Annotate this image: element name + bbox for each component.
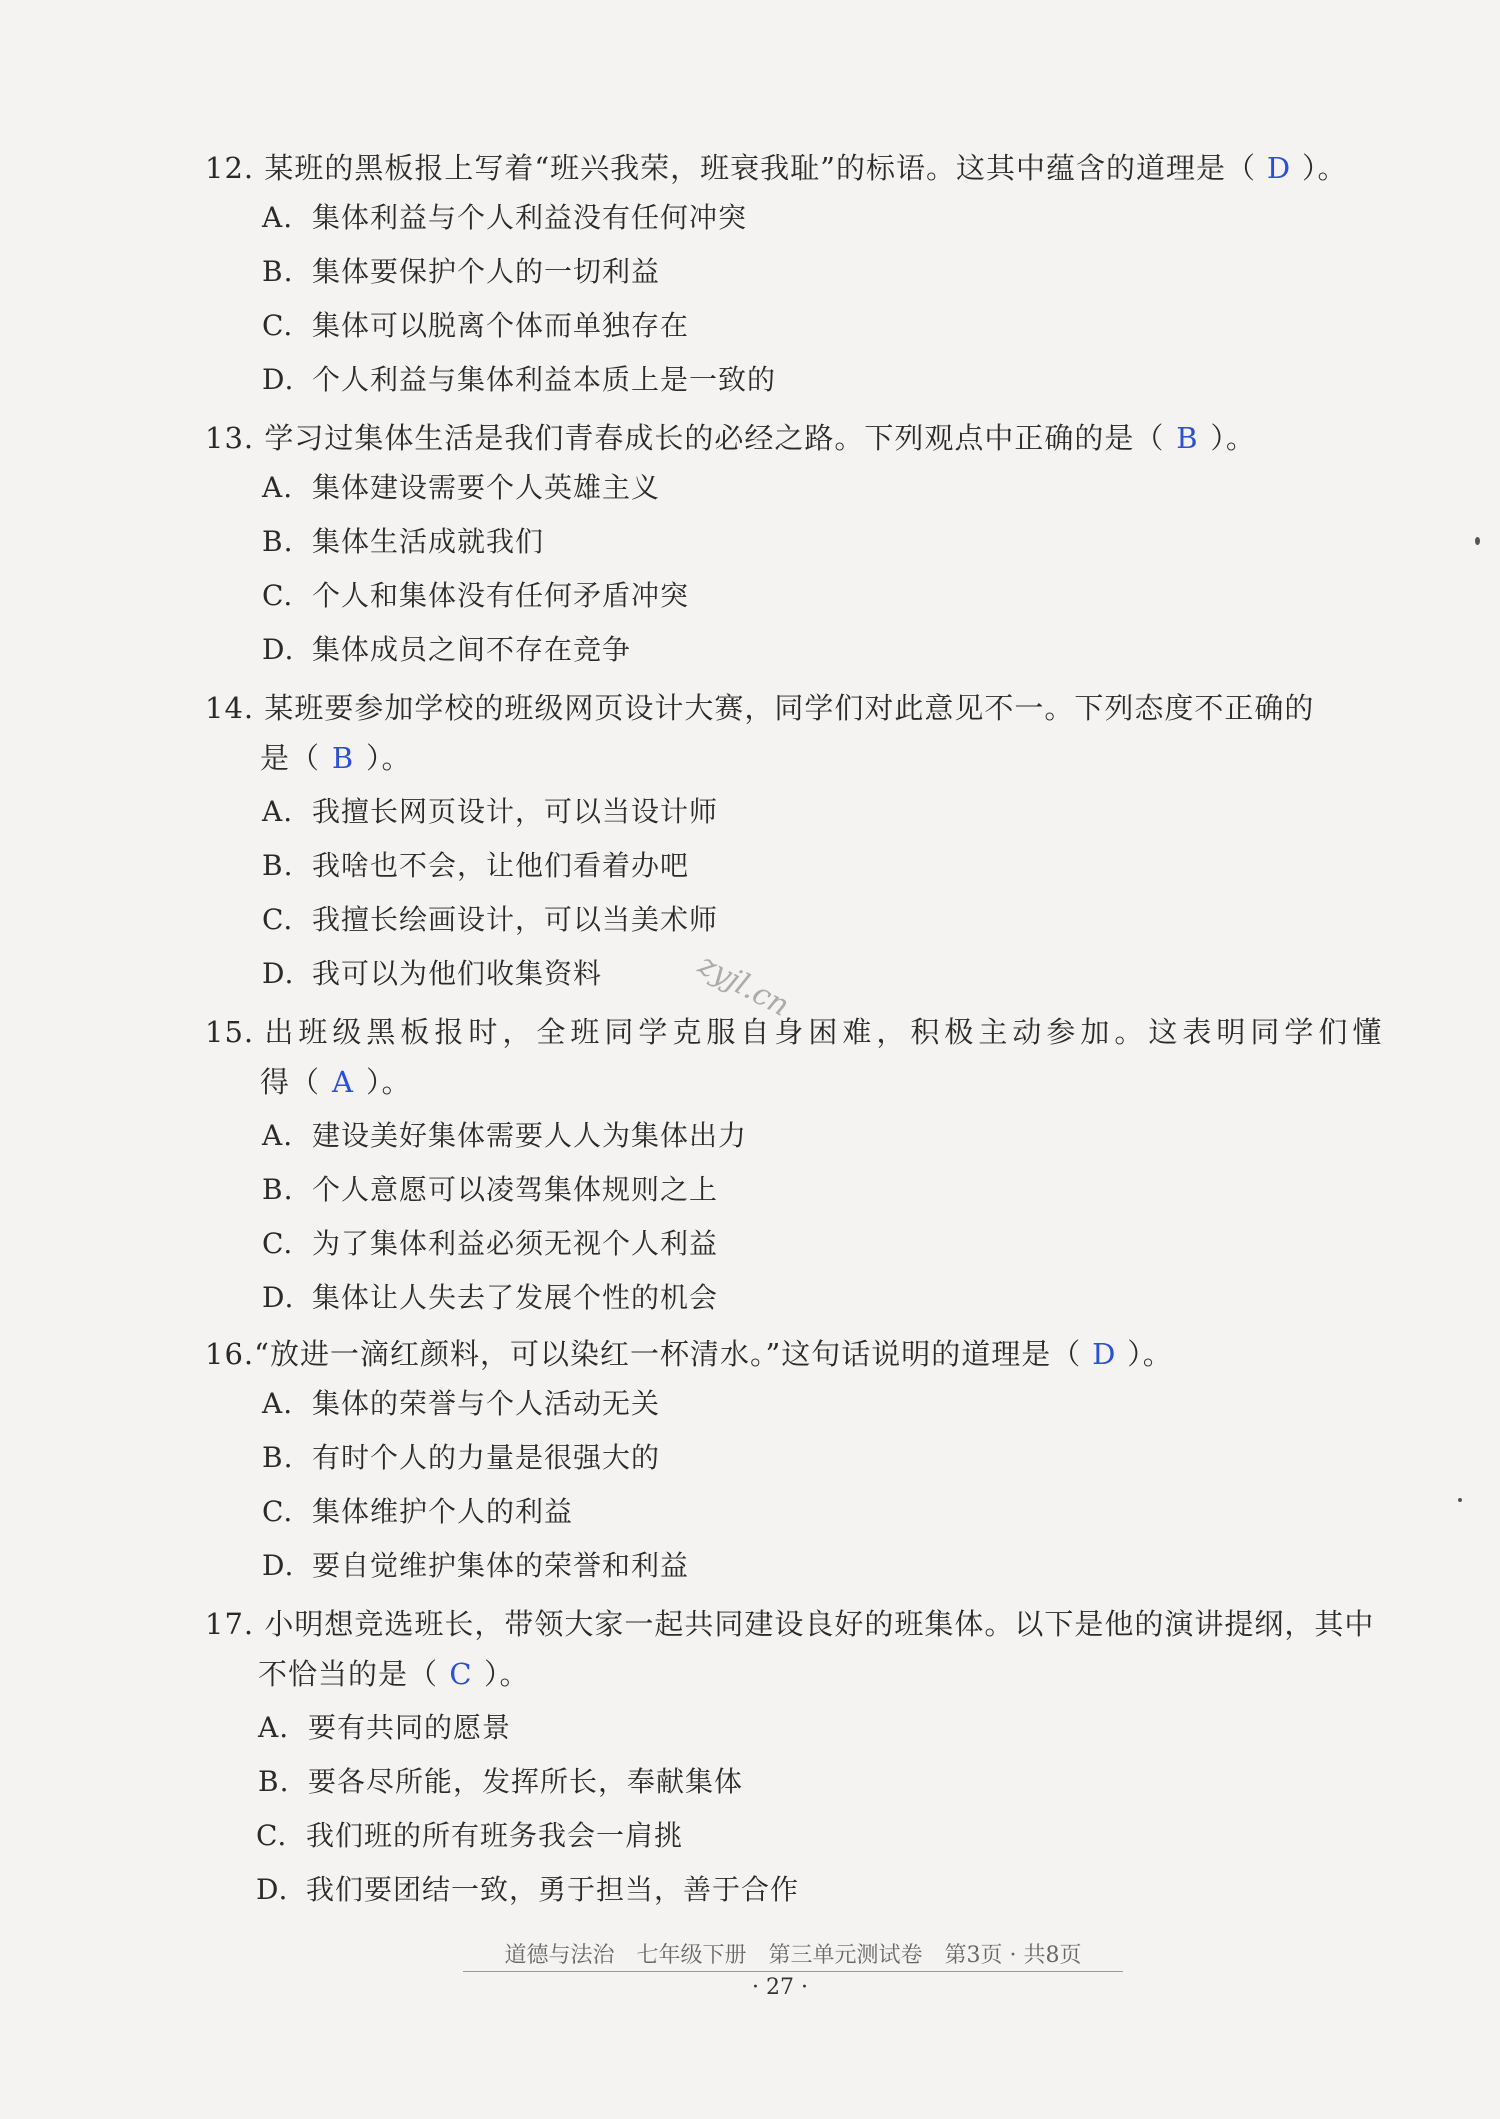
answer-13: B xyxy=(1176,421,1199,455)
option-13-a: A. 集体建设需要个人英雄主义 xyxy=(262,471,661,504)
answer-16: D xyxy=(1092,1337,1117,1371)
question-13-stem: 13. 学习过集体生活是我们青春成长的必经之路。下列观点中正确的是（ B ）。 xyxy=(205,421,1256,455)
option-13-d: D. 集体成员之间不存在竞争 xyxy=(262,633,632,666)
option-17-a: A. 要有共同的愿景 xyxy=(258,1711,512,1744)
question-12-stem: 12. 某班的黑板报上写着“班兴我荣，班衰我耻”的标语。这其中蕴含的道理是（ D ）。 xyxy=(205,151,1348,185)
option-15-d: D. 集体让人失去了发展个性的机会 xyxy=(262,1281,719,1314)
option-15-b: B. 个人意愿可以凌驾集体规则之上 xyxy=(262,1173,719,1206)
option-14-d: D. 我可以为他们收集资料 xyxy=(262,957,603,990)
option-13-b: B. 集体生活成就我们 xyxy=(262,525,545,558)
question-16-stem: 16.“放进一滴红颜料，可以染红一杯清水。”这句话说明的道理是（ D ）。 xyxy=(205,1337,1173,1371)
option-13-c: C. 个人和集体没有任何矛盾冲突 xyxy=(262,579,690,612)
option-14-a: A. 我擅长网页设计，可以当设计师 xyxy=(262,795,719,828)
option-17-b: B. 要各尽所能，发挥所长，奉献集体 xyxy=(258,1765,744,1798)
question-17-stem-line2: 不恰当的是（ C ）。 xyxy=(258,1657,530,1691)
option-15-a: A. 建设美好集体需要人人为集体出力 xyxy=(262,1119,748,1152)
scan-speck xyxy=(1458,1498,1462,1502)
option-17-c: C. 我们班的所有班务我会一肩挑 xyxy=(256,1819,684,1852)
answer-12: D xyxy=(1266,151,1292,185)
option-14-c: C. 我擅长绘画设计，可以当美术师 xyxy=(262,903,719,936)
question-17-stem: 17. 小明想竞选班长，带领大家一起共同建设良好的班集体。以下是他的演讲提纲，其中 xyxy=(205,1607,1375,1641)
option-12-d: D. 个人利益与集体利益本质上是一致的 xyxy=(262,363,777,396)
answer-15: A xyxy=(332,1065,354,1099)
option-12-b: B. 集体要保护个人的一切利益 xyxy=(262,255,661,288)
option-17-d: D. 我们要团结一致，勇于担当，善于合作 xyxy=(256,1873,800,1906)
watermark: zyjl.cn xyxy=(692,947,795,1024)
question-15-stem-line2: 得（ A ）。 xyxy=(260,1065,412,1099)
page-footer: 道德与法治 七年级下册 第三单元测试卷 第3页 · 共8页 xyxy=(463,1938,1123,1972)
question-14-stem-line2: 是（ B ）。 xyxy=(260,741,412,775)
option-12-c: C. 集体可以脱离个体而单独存在 xyxy=(262,309,690,342)
answer-17: C xyxy=(449,1657,473,1691)
scan-speck xyxy=(1475,537,1480,545)
option-16-d: D. 要自觉维护集体的荣誉和利益 xyxy=(262,1549,690,1582)
option-15-c: C. 为了集体利益必须无视个人利益 xyxy=(262,1227,719,1260)
question-14-stem: 14. 某班要参加学校的班级网页设计大赛，同学们对此意见不一。下列态度不正确的 xyxy=(205,691,1315,725)
option-12-a: A. 集体利益与个人利益没有任何冲突 xyxy=(262,201,748,234)
option-16-c: C. 集体维护个人的利益 xyxy=(262,1495,574,1528)
option-16-a: A. 集体的荣誉与个人活动无关 xyxy=(262,1387,661,1420)
page-number: · 27 · xyxy=(752,1975,808,2000)
option-14-b: B. 我啥也不会，让他们看着办吧 xyxy=(262,849,690,882)
question-15-stem: 15. 出班级黑板报时，全班同学克服自身困难，积极主动参加。这表明同学们懂 xyxy=(205,1015,1387,1049)
answer-14: B xyxy=(331,741,355,775)
option-16-b: B. 有时个人的力量是很强大的 xyxy=(262,1441,661,1474)
